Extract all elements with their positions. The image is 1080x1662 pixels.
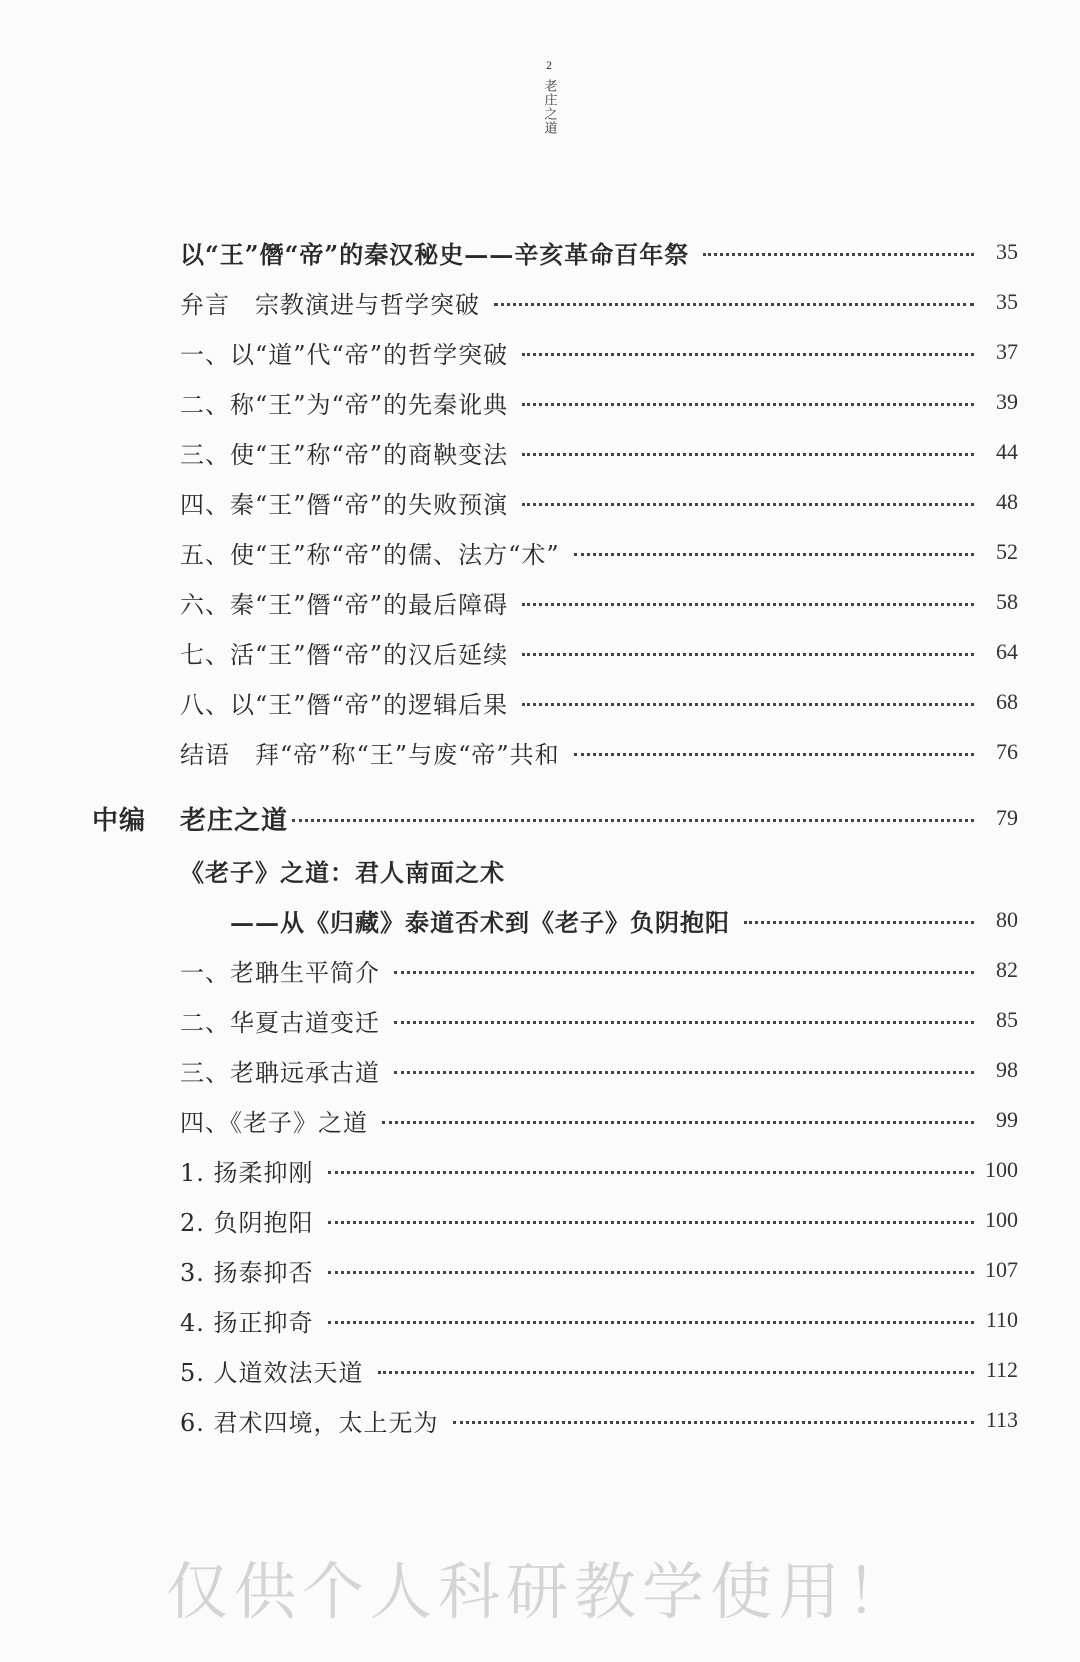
toc-entry-title: 5. 人道效法天道 (180, 1358, 364, 1387)
toc-entry-title: 四、秦“王”僭“帝”的失败预演 (180, 490, 509, 519)
toc-entry-page: 48 (996, 489, 1018, 514)
toc-leader-dots (522, 453, 974, 456)
toc-leader-dots (522, 603, 974, 606)
toc-entry[interactable] (180, 432, 1018, 472)
toc-entry[interactable] (180, 950, 1018, 990)
running-title: 老庄之道 (541, 79, 557, 135)
toc-entry[interactable] (180, 232, 1018, 272)
toc-entry-title: 2. 负阴抱阳 (180, 1208, 314, 1237)
toc-entry-title: 一、以“道”代“帝”的哲学突破 (180, 340, 509, 369)
toc-entry[interactable] (180, 798, 1018, 838)
toc-entry-title: 四、《老子》之道 (180, 1108, 368, 1137)
toc-entry-page: 39 (996, 389, 1018, 414)
toc-leader-dots (394, 971, 974, 974)
toc-leader-dots (394, 1021, 974, 1024)
toc-entry-page: 107 (985, 1257, 1018, 1282)
toc-entry[interactable] (180, 1200, 1018, 1240)
toc-entry-title: 弁言 宗教演进与哲学突破 (180, 290, 480, 319)
toc-entry-title: 结语 拜“帝”称“王”与废“帝”共和 (180, 740, 560, 769)
toc-entry[interactable] (180, 1000, 1018, 1040)
toc-leader-dots (574, 753, 974, 756)
toc-entry-page: 98 (996, 1057, 1018, 1082)
toc-leader-dots (453, 1421, 974, 1424)
toc-leader-dots (378, 1371, 974, 1374)
page-number: 2 (546, 58, 552, 72)
toc-entry-page: 76 (996, 739, 1018, 764)
toc-entry-title: 以“王”僭“帝”的秦汉秘史——辛亥革命百年祭 (180, 239, 690, 269)
toc-entry-title: 6. 君术四境，太上无为 (180, 1408, 439, 1437)
toc-entry-title: 一、老聃生平简介 (180, 958, 380, 987)
toc-entry-title: 3. 扬泰抑否 (180, 1258, 314, 1287)
toc-entry-title: 七、活“王”僭“帝”的汉后延续 (180, 640, 509, 669)
toc-leader-dots (522, 403, 974, 406)
toc-entry-page: 80 (996, 907, 1018, 932)
toc-entry[interactable] (180, 1300, 1018, 1340)
toc-entry-page: 85 (996, 1007, 1018, 1032)
toc-entry[interactable] (180, 482, 1018, 522)
toc-leader-dots (574, 553, 974, 556)
toc-leader-dots (494, 303, 974, 306)
toc-entry-page: 82 (996, 957, 1018, 982)
toc-entry-title: 二、华夏古道变迁 (180, 1008, 380, 1037)
toc-entry[interactable] (180, 1050, 1018, 1090)
toc-entry[interactable] (180, 532, 1018, 572)
toc-entry-page: 113 (985, 1407, 1018, 1432)
toc-entry-title: 三、老聃远承古道 (180, 1058, 380, 1087)
toc-entry[interactable] (180, 382, 1018, 422)
toc-leader-dots (394, 1071, 974, 1074)
toc-entry-page: 110 (985, 1307, 1018, 1332)
toc-entry-title: ——从《归藏》泰道否术到《老子》负阴抱阳 (230, 907, 730, 937)
toc-entry[interactable] (180, 1400, 1018, 1440)
running-head (538, 58, 560, 135)
toc-leader-dots (328, 1221, 974, 1224)
toc-leader-dots (328, 1271, 974, 1274)
toc-entry-page: 52 (996, 539, 1018, 564)
toc-entry-title: 六、秦“王”僭“帝”的最后障碍 (180, 590, 509, 619)
toc-entry-page: 100 (985, 1157, 1018, 1182)
toc-entry[interactable] (230, 900, 1018, 940)
toc-leader-dots (522, 503, 974, 506)
toc-entry-title: 三、使“王”称“帝”的商鞅变法 (180, 440, 509, 469)
toc-entry[interactable] (180, 1100, 1018, 1140)
watermark: 仅供个人科研教学使用！ (165, 1555, 914, 1628)
toc-leader-dots (328, 1321, 974, 1324)
toc-leader-dots (522, 653, 974, 656)
toc-entry-title: 1. 扬柔抑刚 (180, 1158, 314, 1187)
toc-entry-page: 68 (996, 689, 1018, 714)
toc-entry-title: 二、称“王”为“帝”的先秦讹典 (180, 390, 509, 419)
toc-entry-page: 79 (996, 805, 1018, 830)
toc-entry-page: 58 (996, 589, 1018, 614)
toc-entry-page: 100 (985, 1207, 1018, 1232)
toc-leader-dots (744, 921, 974, 924)
toc-leader-dots (522, 353, 974, 356)
toc-leader-dots (522, 703, 974, 706)
toc-entry-title: 4. 扬正抑奇 (180, 1308, 314, 1337)
toc-entry[interactable] (180, 1150, 1018, 1190)
toc-entry-page: 64 (996, 639, 1018, 664)
toc-entry (180, 850, 1018, 890)
part-label: 中编 (92, 806, 147, 836)
toc-entry-title: 老庄之道 (180, 805, 289, 836)
toc-entry-page: 35 (996, 289, 1018, 314)
toc-entry-page: 35 (996, 239, 1018, 264)
toc-entry[interactable] (180, 332, 1018, 372)
toc-entry-page: 44 (996, 439, 1018, 464)
toc-entry[interactable] (180, 1250, 1018, 1290)
toc-leader-dots (382, 1121, 974, 1124)
toc-entry-page: 112 (985, 1357, 1018, 1382)
toc-leader-dots (292, 819, 974, 822)
toc-entry-page: 99 (996, 1107, 1018, 1132)
toc-entry-title: 八、以“王”僭“帝”的逻辑后果 (180, 690, 509, 719)
toc-entry[interactable] (180, 682, 1018, 722)
toc-entry[interactable] (180, 282, 1018, 322)
toc-entry[interactable] (180, 732, 1018, 772)
toc-entry[interactable] (180, 1350, 1018, 1390)
toc-leader-dots (328, 1171, 974, 1174)
toc-entry-page: 37 (996, 339, 1018, 364)
toc-entry[interactable] (180, 582, 1018, 622)
toc-entry-title: 《老子》之道：君人南面之术 (180, 857, 505, 887)
toc-entry[interactable] (180, 632, 1018, 672)
toc-entry-title: 五、使“王”称“帝”的儒、法方“术” (180, 540, 560, 569)
toc-leader-dots (703, 253, 974, 256)
